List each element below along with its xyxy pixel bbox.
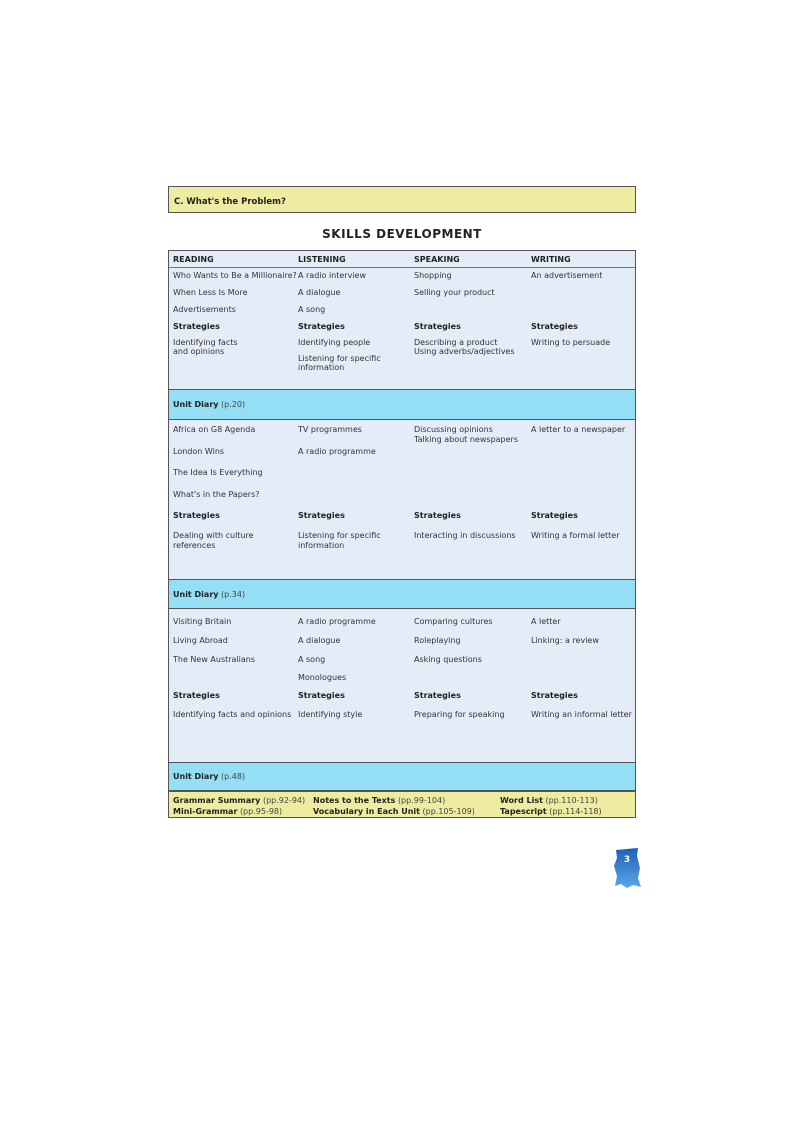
unit-diary-link[interactable] bbox=[173, 590, 245, 600]
tapescript-link[interactable] bbox=[500, 807, 602, 817]
cell-text: Identifying people bbox=[298, 338, 371, 347]
cell-text: A dialogue bbox=[298, 636, 341, 645]
strategies-label: Strategies bbox=[414, 322, 461, 331]
cell-text: An advertisement bbox=[531, 271, 603, 280]
footer-label: Mini-Grammar bbox=[173, 807, 238, 816]
cell-text: references bbox=[173, 541, 216, 550]
unit-title: C. What's the Problem? bbox=[174, 197, 286, 207]
footer-pages: (pp.92-94) bbox=[262, 796, 306, 805]
cell-text: Visiting Britain bbox=[173, 617, 232, 626]
strategies-label: Strategies bbox=[414, 511, 461, 520]
header-divider bbox=[169, 267, 635, 268]
mini-grammar-link[interactable] bbox=[173, 807, 282, 817]
strategies-label: Strategies bbox=[173, 322, 220, 331]
strategies-label: Strategies bbox=[531, 691, 578, 700]
cell-text: A radio programme bbox=[298, 617, 376, 626]
unit-title-box bbox=[168, 186, 636, 213]
cell-text: Talking about newspapers bbox=[414, 435, 518, 444]
footer-label: Word List bbox=[500, 796, 543, 805]
cell-text: A dialogue bbox=[298, 288, 341, 297]
page-number: 3 bbox=[623, 855, 631, 865]
cell-text: Asking questions bbox=[414, 655, 482, 664]
strategies-label: Strategies bbox=[298, 691, 345, 700]
unit-diary-bar bbox=[169, 762, 635, 791]
cell-text: Africa on G8 Agenda bbox=[173, 425, 256, 434]
cell-text: and opinions bbox=[173, 347, 225, 356]
footer-pages: (pp.105-109) bbox=[422, 807, 475, 816]
unit-diary-bar bbox=[169, 389, 635, 420]
cell-text: Writing a formal letter bbox=[531, 531, 620, 540]
cell-text: A letter to a newspaper bbox=[531, 425, 626, 434]
unit-diary-link[interactable] bbox=[173, 400, 245, 410]
cell-text: Dealing with culture bbox=[173, 531, 254, 540]
cell-text: The New Australians bbox=[173, 655, 256, 664]
page-heading: SKILLS DEVELOPMENT bbox=[322, 227, 482, 241]
cell-text: Discussing opinions bbox=[414, 425, 493, 434]
unit-diary-link[interactable] bbox=[173, 772, 245, 782]
strategies-label: Strategies bbox=[531, 322, 578, 331]
cell-text: Writing to persuade bbox=[531, 338, 611, 347]
unit-diary-label: Unit Diary bbox=[173, 772, 219, 781]
strategies-label: Strategies bbox=[173, 511, 220, 520]
cell-text: What's in the Papers? bbox=[173, 490, 260, 499]
cell-text: Comparing cultures bbox=[414, 617, 493, 626]
cell-text: Who Wants to Be a Millionaire? bbox=[173, 271, 297, 280]
cell-text: Selling your product bbox=[414, 288, 495, 297]
cell-text: The Idea Is Everything bbox=[173, 468, 263, 477]
cell-text: Using adverbs/adjectives bbox=[414, 347, 515, 356]
unit-diary-bar bbox=[169, 579, 635, 609]
footer-pages: (pp.99-104) bbox=[397, 796, 446, 805]
cell-text: Identifying facts and opinions bbox=[173, 710, 292, 719]
brush-stroke-icon bbox=[613, 848, 641, 888]
unit-diary-page: (p.20) bbox=[221, 400, 246, 409]
cell-text: A letter bbox=[531, 617, 561, 626]
word-list-link[interactable] bbox=[500, 796, 598, 806]
col-header-listening: LISTENING bbox=[298, 255, 346, 264]
cell-text: Listening for specific bbox=[298, 354, 381, 363]
footer-label: Notes to the Texts bbox=[313, 796, 396, 805]
skills-table bbox=[168, 250, 636, 818]
vocabulary-link[interactable] bbox=[313, 807, 475, 817]
col-header-speaking: SPEAKING bbox=[414, 255, 460, 264]
cell-text: Linking: a review bbox=[531, 636, 599, 645]
unit-diary-label: Unit Diary bbox=[173, 590, 219, 599]
page-number-badge bbox=[613, 848, 641, 888]
cell-text: A radio programme bbox=[298, 447, 376, 456]
cell-text: Identifying facts bbox=[173, 338, 238, 347]
cell-text: TV programmes bbox=[298, 425, 362, 434]
cell-text: Writing an informal letter bbox=[531, 710, 632, 719]
strategies-label: Strategies bbox=[414, 691, 461, 700]
strategies-label: Strategies bbox=[298, 511, 345, 520]
cell-text: Roleplaying bbox=[414, 636, 461, 645]
cell-text: Listening for specific bbox=[298, 531, 381, 540]
cell-text: A radio interview bbox=[298, 271, 367, 280]
col-header-reading: READING bbox=[173, 255, 214, 264]
strategies-label: Strategies bbox=[298, 322, 345, 331]
footer-label: Vocabulary in Each Unit bbox=[313, 807, 420, 816]
footer-pages: (pp.114-118) bbox=[549, 807, 602, 816]
reference-footer bbox=[169, 791, 635, 817]
cell-text: London Wins bbox=[173, 447, 225, 456]
cell-text: Preparing for speaking bbox=[414, 710, 505, 719]
cell-text: Describing a product bbox=[414, 338, 498, 347]
footer-pages: (pp.110-113) bbox=[545, 796, 598, 805]
cell-text: information bbox=[298, 541, 345, 550]
cell-text: A song bbox=[298, 655, 326, 664]
strategies-label: Strategies bbox=[531, 511, 578, 520]
grammar-summary-link[interactable] bbox=[173, 796, 305, 806]
cell-text: information bbox=[298, 363, 345, 372]
unit-diary-label: Unit Diary bbox=[173, 400, 219, 409]
cell-text: Living Abroad bbox=[173, 636, 228, 645]
notes-link[interactable] bbox=[313, 796, 445, 806]
col-header-writing: WRITING bbox=[531, 255, 571, 264]
unit-diary-page: (p.48) bbox=[221, 772, 246, 781]
unit-diary-page: (p.34) bbox=[221, 590, 246, 599]
cell-text: A song bbox=[298, 305, 326, 314]
cell-text: Identifying style bbox=[298, 710, 363, 719]
cell-text: Shopping bbox=[414, 271, 452, 280]
strategies-label: Strategies bbox=[173, 691, 220, 700]
cell-text: When Less Is More bbox=[173, 288, 248, 297]
cell-text: Advertisements bbox=[173, 305, 236, 314]
footer-pages: (pp.95-98) bbox=[239, 807, 283, 816]
cell-text: Interacting in discussions bbox=[414, 531, 516, 540]
footer-label: Grammar Summary bbox=[173, 796, 261, 805]
footer-label: Tapescript bbox=[500, 807, 547, 816]
cell-text: Monologues bbox=[298, 673, 347, 682]
